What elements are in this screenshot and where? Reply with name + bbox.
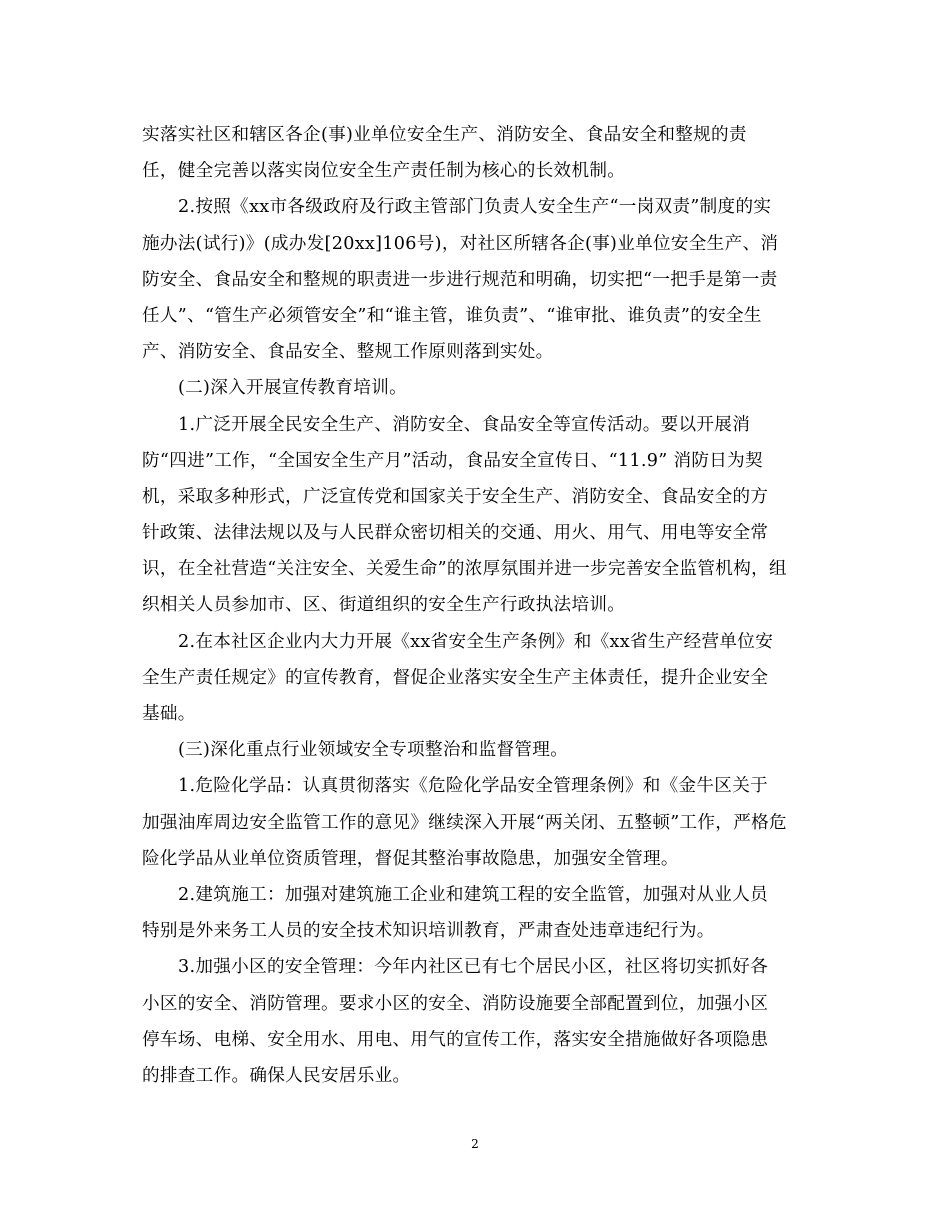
page-number: 2 bbox=[471, 1137, 479, 1151]
paragraph-line: 机，采取多种形式，广泛宣传党和国家关于安全生产、消防安全、食品安全的方 bbox=[142, 486, 769, 507]
paragraph-line: 险化学品从业单位资质管理，督促其整治事故隐患，加强安全管理。 bbox=[142, 848, 679, 869]
paragraph-line: 全生产责任规定》的宣传教育，督促企业落实安全生产主体责任，提升企业安全 bbox=[142, 667, 769, 688]
paragraph-line: 防安全、食品安全和整规的职责进一步进行规范和明确，切实把“一把手是第一责 bbox=[142, 269, 778, 290]
paragraph-line: 小区的安全、消防管理。要求小区的安全、消防设施要全部配置到位，加强小区 bbox=[142, 993, 769, 1014]
paragraph-line: 任，健全完善以落实岗位安全生产责任制为核心的长效机制。 bbox=[142, 161, 626, 182]
paragraph-first-line: 3.加强小区的安全管理：今年内社区已有七个居民小区，社区将切实抓好各 bbox=[178, 957, 768, 978]
paragraph-first-line: 2.在本社区企业内大力开展《xx省安全生产条例》和《xx省生产经营单位安 bbox=[178, 631, 774, 652]
paragraph-line: 的排查工作。确保人民安居乐业。 bbox=[142, 1065, 411, 1086]
paragraph-first-line: 1.广泛开展全民安全生产、消防安全、食品安全等宣传活动。要以开展消 bbox=[178, 414, 751, 435]
paragraph-line: 施办法(试行)》(成办发[20xx]106号)，对社区所辖各企(事)业单位安全生产、消 bbox=[142, 233, 779, 254]
paragraph-line: 产、消防安全、食品安全、整规工作原则落到实处。 bbox=[142, 342, 554, 363]
document-body bbox=[142, 117, 814, 1094]
paragraph-line: 实落实社区和辖区各企(事)业单位安全生产、消防安全、食品安全和整规的责 bbox=[142, 125, 747, 145]
paragraph-line: 织相关人员参加市、区、街道组织的安全生产行政执法培训。 bbox=[142, 595, 626, 616]
paragraph-line: 加强油库周边安全监管工作的意见》继续深入开展“两关闭、五整顿”工作，严格危 bbox=[142, 812, 787, 833]
paragraph-line: 任人”、“管生产必须管安全”和“谁主管，谁负责”、“谁审批、谁负责”的安全生 bbox=[142, 305, 762, 326]
paragraph-first-line: 2.建筑施工：加强对建筑施工企业和建筑工程的安全监管，加强对从业人员 bbox=[178, 884, 768, 905]
paragraph-line: 特别是外来务工人员的安全技术知识培训教育，严肃查处违章违纪行为。 bbox=[142, 921, 715, 942]
paragraph-first-line: (三)深化重点行业领域安全专项整治和监督管理。 bbox=[178, 740, 569, 761]
paragraph-line: 基础。 bbox=[142, 704, 196, 724]
paragraph-line: 针政策、法律法规以及与人民群众密切相关的交通、用火、用气、用电等安全常 bbox=[142, 523, 769, 544]
paragraph-first-line: (二)深入开展宣传教育培训。 bbox=[178, 378, 408, 399]
paragraph-first-line: 2.按照《xx市各级政府及行政主管部门负责人安全生产“一岗双责”制度的实 bbox=[178, 197, 772, 218]
paragraph-line: 防“四进”工作，“全国安全生产月”活动，食品安全宣传日、“11.9” 消防日为契 bbox=[142, 450, 763, 471]
paragraph-line: 停车场、电梯、安全用水、用电、用气的宣传工作，落实安全措施做好各项隐患 bbox=[142, 1029, 769, 1050]
paragraph-line: 识，在全社营造“关注安全、关爱生命”的浓厚氛围并进一步完善安全监管机构，组 bbox=[142, 559, 787, 580]
paragraph-first-line: 1.危险化学品：认真贯彻落实《危险化学品安全管理条例》和《金牛区关于 bbox=[178, 776, 768, 797]
